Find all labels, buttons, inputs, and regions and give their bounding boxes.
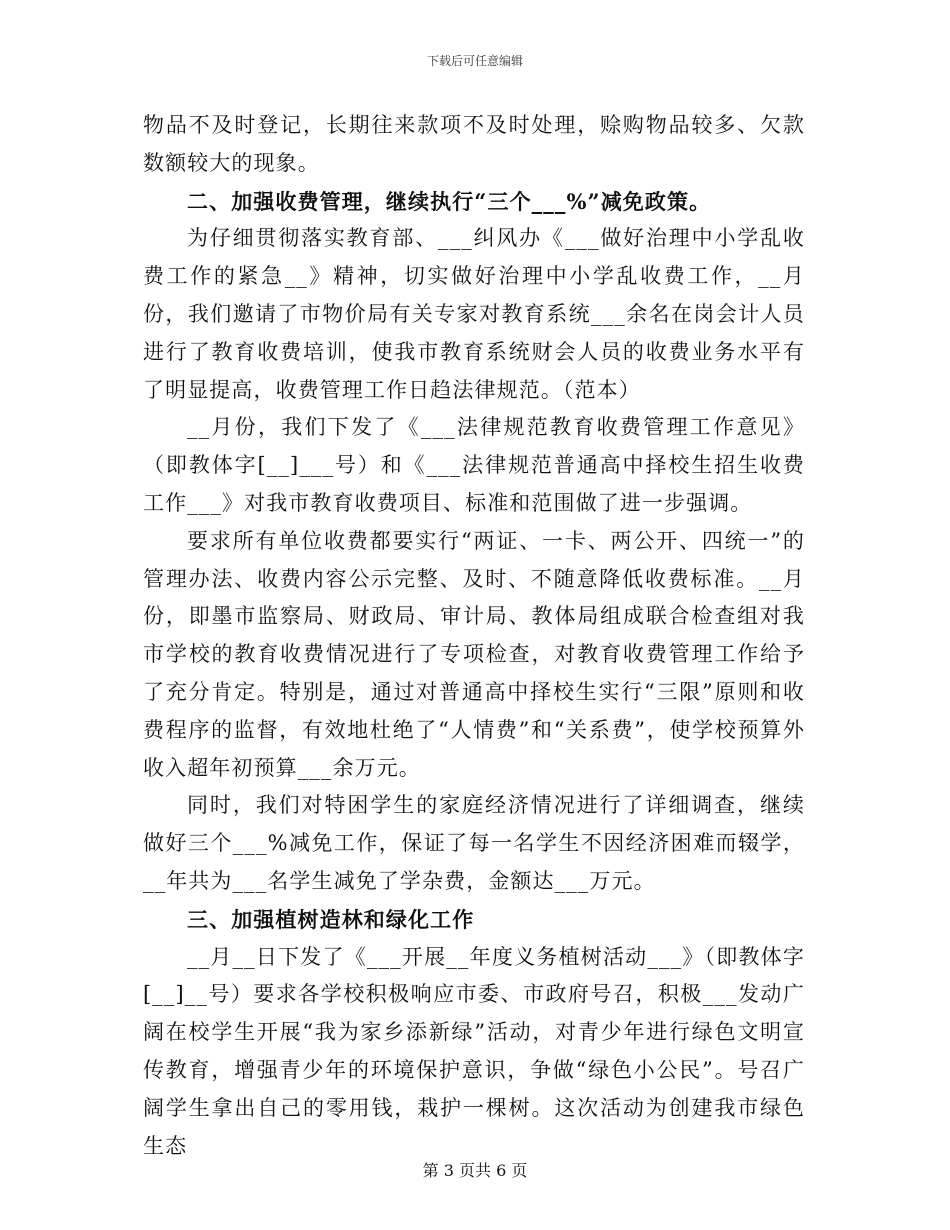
page-header: 下载后可任意编辑	[426, 54, 523, 68]
document-body	[143, 107, 805, 1165]
paragraph-continuation: 物品不及时登记，长期往来款项不及时处理，赊购物品较多、欠款数额较大的现象。	[143, 113, 805, 175]
paragraph-fee-inspection: 要求所有单位收费都要实行“两证、一卡、两公开、四统一”的管理办法、收费内容公示完整、及时、不随意降低收费标准。__月份，即墨市监察局、财政局、审计局、教体局组成联合检查组对我市学校的教育收费情况进行了专项检查，对教育收费管理工作给予了充分肯定。特别是，通过对普通高中择校生实行“三限”原则和收费程序的监督，有效地杜绝了“人情费”和“关系费”，使学校预算外收入超年初预算___余万元。	[143, 528, 805, 780]
page-footer: 第 3 页共 6 页	[422, 1161, 528, 1180]
section-heading-tree-planting: 三、加强植树造林和绿化工作	[187, 906, 475, 932]
paragraph-fee-documents: __月份，我们下发了《___法律规范教育收费管理工作意见》（即教体字[__]___号）和《___法律规范普通高中择校生招生收费工作___》对我市教育收费项目、标准和范围做了进一步强调。	[143, 415, 805, 515]
paragraph-fee-training: 为仔细贯彻落实教育部、___纠风办《___做好治理中小学乱收费工作的紧急__》精神，切实做好治理中小学乱收费工作，__月份，我们邀请了市物价局有关专家对教育系统___余名在岗会计人员进行了教育收费培训，使我市教育系统财会人员的收费业务水平有了明显提高，收费管理工作日趋法律规范。（范本）	[143, 226, 805, 402]
section-heading-fee-management: 二、加强收费管理，继续执行“三个___%”减免政策。	[187, 188, 712, 214]
paragraph-tree-planting: __月__日下发了《___开展__年度义务植树活动___》（即教体字[__]__号）要求各学校积极响应市委、市政府号召，积极___发动广阔在校学生开展“我为家乡添新绿”活动，对青少年进行绿色文明宣传教育，增强青少年的环境保护意识，争做“绿色小公民”。号召广阔学生拿出自己的零用钱，栽护一棵树。这次活动为创建我市绿色生态	[143, 944, 805, 1158]
paragraph-fee-reduction: 同时，我们对特困学生的家庭经济情况进行了详细调查，继续做好三个___%减免工作，保证了每一名学生不因经济困难而辍学，__年共为___名学生减免了学杂费，金额达___万元。	[143, 793, 805, 893]
